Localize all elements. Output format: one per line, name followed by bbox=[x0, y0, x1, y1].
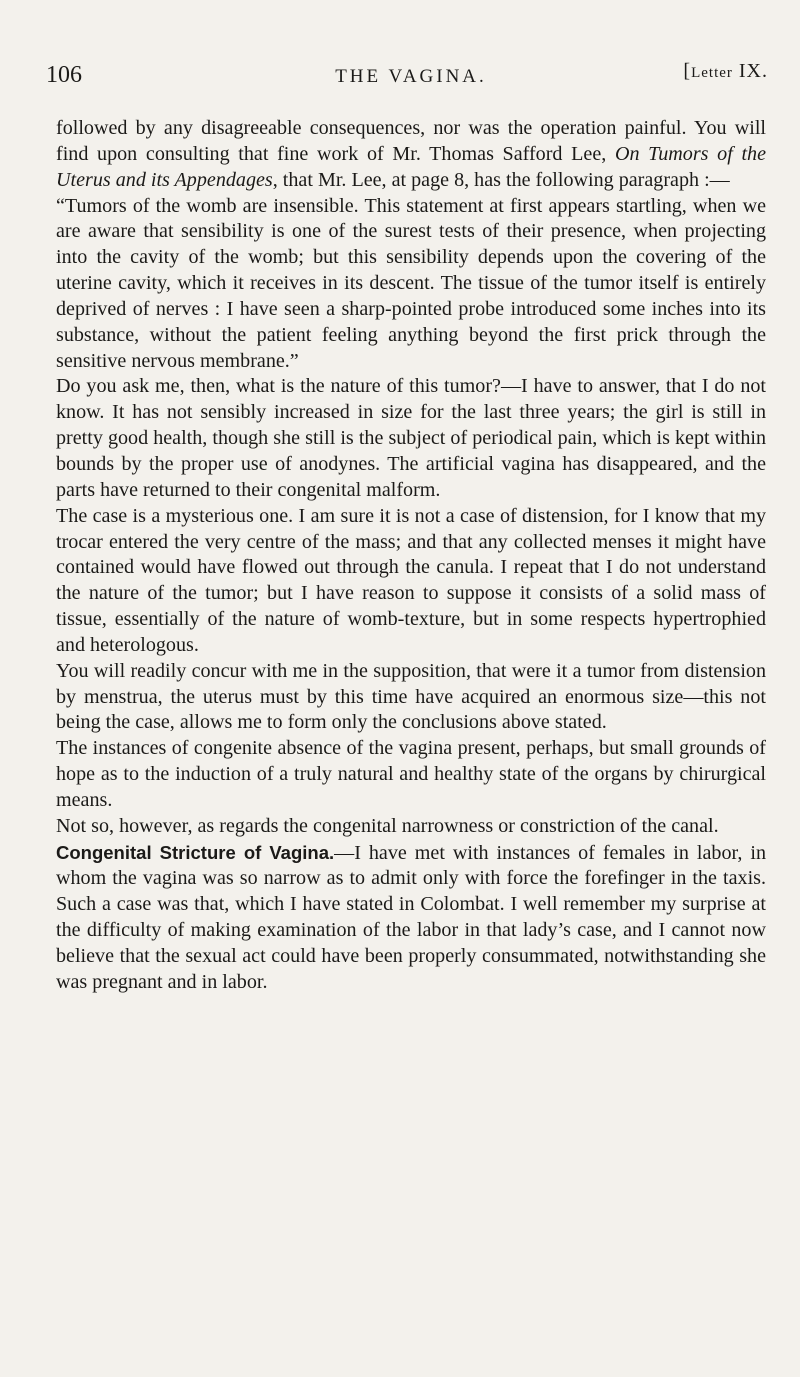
letter-bracket: [ bbox=[683, 60, 692, 82]
letter-reference bbox=[683, 60, 768, 83]
body-text bbox=[56, 116, 766, 996]
paragraph-quote: “Tumors of the womb are insensible. This statement at first appears startling, when we are aware that sensibility is one of the surest tests of their presence, when projecting into the cavity of the womb; but this sensibility depends upon the covering of the uterine cavity, which it receives in its descent. The tissue of the tumor itself is entirely deprived of nerves : I have seen a sharp-pointed probe introduced some inches into its substance, without the patient feeling anything beyond the first prick through the sensitive nervous membrane.” bbox=[56, 194, 766, 372]
paragraph-7: Not so, however, as regards the congenital narrowness or constriction of the canal. bbox=[56, 814, 719, 837]
letter-word: Letter bbox=[691, 65, 733, 81]
paragraph-4: The case is a mysterious one. I am sure it is not a case of distension, for I know that my trocar entered the very centre of the mass; and that any collected menses it might have contained would have flowed out through the canula. I repeat that I do not understand the nature of the tumor; but I have reason to suppose it consists of a solid mass of tissue, essentially of the nature of womb-texture, but in some respects hypertrophied and heterologous. bbox=[56, 504, 766, 656]
paragraph-1-text: followed by any disagreeable consequences, nor was the operation painful. You will find upon consulting that fine work of Mr. Thomas Safford Lee, bbox=[56, 117, 766, 165]
paragraph-5: You will readily concur with me in the supposition, that were it a tumor from distension by menstrua, the uterus must by this time have acquired an enormous size—this not being the case, allows me to form only the conclusions above stated. bbox=[56, 659, 766, 734]
paragraph-1-after: , that Mr. Lee, at page 8, has the following paragraph :— bbox=[272, 168, 730, 191]
paragraph-8 bbox=[56, 840, 766, 996]
running-head bbox=[46, 30, 768, 88]
section-heading: Congenital Stricture of Vagina. bbox=[56, 841, 335, 863]
paragraph-1 bbox=[56, 116, 766, 194]
paragraph-3: Do you ask me, then, what is the nature of this tumor?—I have to answer, that I do not know. It has not sensibly increased in size for the last three years; the girl is still in pretty good health, though she still is the subject of periodical pain, which is kept within bounds by the proper use of anodynes. The artificial vagina has disappeared, and the parts have returned to their congenital malform. bbox=[56, 375, 766, 501]
paragraph-8-text: —I have met with instances of females in labor, in whom the vagina was so narrow as to admit only with force the forefinger in the taxis. Such a case was that, which I have stated in Colombat. I well remember my surprise at the difficulty of making examination of the labor in that lady’s case, and I cannot now believe that the sexual act could have been properly consummated, notwithstanding she was pregnant and in labor. bbox=[56, 841, 766, 993]
letter-number: IX. bbox=[732, 60, 768, 82]
book-page bbox=[46, 30, 768, 996]
page-number: 106 bbox=[46, 62, 82, 88]
running-title: THE VAGINA. bbox=[335, 66, 487, 87]
paragraph-6: The instances of congenite absence of the vagina present, perhaps, but small grounds of hope as to the induction of a truly natural and healthy state of the organs by chirurgical means. bbox=[56, 737, 766, 811]
book-title: On Tumors of the Uterus and its Appendages bbox=[56, 142, 766, 191]
